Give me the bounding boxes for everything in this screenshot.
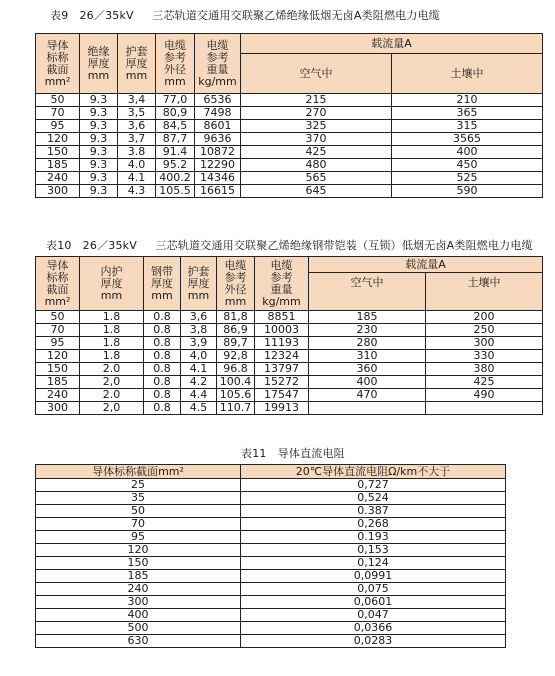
table-cell: 70 [36, 107, 80, 120]
col-ampacity: 载流量A [241, 34, 543, 54]
table-cell: 100.4 [217, 376, 255, 389]
table-cell: 9636 [195, 133, 241, 146]
table-cell: 8601 [195, 120, 241, 133]
table-row [36, 596, 506, 609]
table-cell: 630 [36, 635, 241, 648]
table-cell: 91.4 [156, 146, 195, 159]
table-cell: 17547 [255, 389, 309, 402]
table-cell: 525 [392, 172, 543, 185]
table-cell: 95 [36, 531, 241, 544]
table-cell: 6536 [195, 94, 241, 107]
table-row [36, 376, 543, 389]
table-cell: 150 [36, 363, 80, 376]
col-in-air: 空气中 [241, 54, 392, 94]
table-cell: 480 [241, 159, 392, 172]
table-cell: 3,6 [181, 311, 217, 324]
table-cell: 0.8 [144, 350, 181, 363]
table-cell: 0,524 [241, 492, 506, 505]
table-cell: 2.0 [80, 363, 144, 376]
table-row [36, 570, 506, 583]
table-cell: 9.3 [80, 120, 118, 133]
table-cell: 0,047 [241, 609, 506, 622]
table10 [35, 256, 543, 415]
table-cell: 11193 [255, 337, 309, 350]
table-cell: 3,6 [118, 120, 156, 133]
table-cell: 0.387 [241, 505, 506, 518]
table-row [36, 311, 543, 324]
table-row [36, 350, 543, 363]
table-cell: 400 [36, 609, 241, 622]
table-cell: 240 [36, 172, 80, 185]
table-cell: 0,075 [241, 583, 506, 596]
table-cell: 0,0366 [241, 622, 506, 635]
table-cell: 50 [36, 505, 241, 518]
table-cell: 50 [36, 311, 80, 324]
table-cell: 280 [309, 337, 426, 350]
table-cell: 8851 [255, 311, 309, 324]
table-cell: 2.0 [80, 389, 144, 402]
table-cell: 425 [426, 376, 543, 389]
col-inner-sheath-thickness: 内护 厚度 mm [80, 257, 144, 311]
table-row [36, 107, 543, 120]
table-cell: 0.8 [144, 402, 181, 415]
table-cell: 120 [36, 350, 80, 363]
table-cell: 3,7 [118, 133, 156, 146]
col-cable-weight: 电缆 参考 重量 kg/mm [255, 257, 309, 311]
table-row [36, 402, 543, 415]
table-row [36, 505, 506, 518]
table-cell: 150 [36, 557, 241, 570]
table-row [36, 518, 506, 531]
table-cell: 0.193 [241, 531, 506, 544]
table-cell: 96.8 [217, 363, 255, 376]
table-cell: 4.4 [181, 389, 217, 402]
table-cell: 185 [36, 159, 80, 172]
table-cell: 590 [392, 185, 543, 198]
table-cell: 1.8 [80, 324, 144, 337]
table-cell: 120 [36, 133, 80, 146]
table-cell: 0,268 [241, 518, 506, 531]
table-cell: 87,7 [156, 133, 195, 146]
table-cell: 84,5 [156, 120, 195, 133]
table-row [36, 557, 506, 570]
table-cell: 9.3 [80, 107, 118, 120]
table-cell: 0,153 [241, 544, 506, 557]
table10-caption: 表10 26／35kV 三芯轨道交通用交联聚乙烯绝缘钢带铠装（互锁）低烟无卤A类阻燃电力电缆 [46, 239, 533, 252]
table-cell: 500 [36, 622, 241, 635]
table-cell: 14346 [195, 172, 241, 185]
table-cell: 4.3 [118, 185, 156, 198]
table-row [36, 172, 543, 185]
table-cell: 4.1 [181, 363, 217, 376]
table-row [36, 492, 506, 505]
table-row [36, 133, 543, 146]
table-cell: 210 [392, 94, 543, 107]
table-cell: 3,9 [181, 337, 217, 350]
table-cell: 240 [36, 389, 80, 402]
table-cell: 1.8 [80, 350, 144, 363]
table-cell: 270 [241, 107, 392, 120]
table-cell: 400 [309, 376, 426, 389]
table-cell: 185 [309, 311, 426, 324]
table-cell: 12324 [255, 350, 309, 363]
table-cell: 1.8 [80, 337, 144, 350]
col-sheath-thickness: 护套 厚度 mm [181, 257, 217, 311]
table-cell: 35 [36, 492, 241, 505]
table-cell: 9.3 [80, 133, 118, 146]
table-cell: 4.0 [118, 159, 156, 172]
table-cell: 300 [36, 596, 241, 609]
table-cell: 50 [36, 94, 80, 107]
table-cell: 89,7 [217, 337, 255, 350]
table-cell: 230 [309, 324, 426, 337]
table-cell: 365 [392, 107, 543, 120]
table-cell: 370 [241, 133, 392, 146]
table-cell: 86,9 [217, 324, 255, 337]
table-cell: 0.8 [144, 389, 181, 402]
table-cell: 310 [309, 350, 426, 363]
table11-caption: 表11 导体直流电阻 [241, 447, 345, 460]
col-conductor-section: 导体 标称 截面 mm² [36, 34, 80, 94]
table-cell: 0,0283 [241, 635, 506, 648]
table-cell: 0.8 [144, 324, 181, 337]
table-cell: 360 [309, 363, 426, 376]
table-cell: 70 [36, 324, 80, 337]
table-cell: 120 [36, 544, 241, 557]
table-cell: 0.8 [144, 311, 181, 324]
table-cell: 150 [36, 146, 80, 159]
table-cell: 19913 [255, 402, 309, 415]
table11 [35, 464, 506, 648]
table-cell: 0,0601 [241, 596, 506, 609]
table-cell: 330 [426, 350, 543, 363]
table-cell: 95.2 [156, 159, 195, 172]
table-cell: 16615 [195, 185, 241, 198]
col-ampacity: 载流量A [309, 257, 543, 273]
table-cell: 425 [241, 146, 392, 159]
table-cell: 300 [36, 402, 80, 415]
col-cable-diameter: 电缆 参考 外径 mm [217, 257, 255, 311]
table-row [36, 94, 543, 107]
table-cell: 12290 [195, 159, 241, 172]
table-cell: 25 [36, 479, 241, 492]
table-cell: 4.2 [181, 376, 217, 389]
table-cell: 470 [309, 389, 426, 402]
table-cell: 4.5 [181, 402, 217, 415]
table-row [36, 479, 506, 492]
col-cable-weight: 电缆 参考 重量 kg/mm [195, 34, 241, 94]
table-cell: 185 [36, 376, 80, 389]
table-cell: 13797 [255, 363, 309, 376]
table-cell: 95 [36, 120, 80, 133]
table-cell: 3,4 [118, 94, 156, 107]
table-cell: 400.2 [156, 172, 195, 185]
table-row [36, 363, 543, 376]
col-conductor-section: 导体标称截面mm² [36, 465, 241, 479]
col-in-soil: 土壤中 [426, 273, 543, 311]
table-cell: 200 [426, 311, 543, 324]
table-cell: 3.8 [118, 146, 156, 159]
table-row [36, 531, 506, 544]
table-row [36, 622, 506, 635]
table-row [36, 609, 506, 622]
table-cell: 0.8 [144, 337, 181, 350]
table-cell: 565 [241, 172, 392, 185]
col-cable-diameter: 电缆 参考 外径 mm [156, 34, 195, 94]
col-sheath-thickness: 护套 厚度 mm [118, 34, 156, 94]
table-cell: 9.3 [80, 159, 118, 172]
table-cell: 77,0 [156, 94, 195, 107]
table-cell: 9.3 [80, 94, 118, 107]
table-cell: 9.3 [80, 172, 118, 185]
table-cell: 15272 [255, 376, 309, 389]
table-cell: 4.1 [118, 172, 156, 185]
table-cell: 240 [36, 583, 241, 596]
table-cell: 2,0 [80, 402, 144, 415]
table-cell: 10003 [255, 324, 309, 337]
table-cell: 3,5 [118, 107, 156, 120]
table-row [36, 159, 543, 172]
table-cell: 70 [36, 518, 241, 531]
col-dc-resistance: 20℃导体直流电阻Ω/km不大于 [241, 465, 506, 479]
table-row [36, 120, 543, 133]
table-cell: 1.8 [80, 311, 144, 324]
col-steel-tape-thickness: 钢带 厚度 mm [144, 257, 181, 311]
table-cell: 105.5 [156, 185, 195, 198]
table-row [36, 389, 543, 402]
table-row [36, 583, 506, 596]
table-cell: 3,8 [181, 324, 217, 337]
col-in-soil: 土壤中 [392, 54, 543, 94]
table-cell: 10872 [195, 146, 241, 159]
table-cell: 0,124 [241, 557, 506, 570]
table-row [36, 544, 506, 557]
table9-caption: 表9 26／35kV 三芯轨道交通用交联聚乙烯绝缘低烟无卤A类阻燃电力电缆 [50, 9, 440, 22]
table-cell: 315 [392, 120, 543, 133]
table-cell: 7498 [195, 107, 241, 120]
table-cell: 95 [36, 337, 80, 350]
table-cell: 80,9 [156, 107, 195, 120]
table-cell: 250 [426, 324, 543, 337]
table-cell: 9.3 [80, 146, 118, 159]
table-cell: 325 [241, 120, 392, 133]
table-row [36, 337, 543, 350]
table-cell: 300 [426, 337, 543, 350]
table-cell: 380 [426, 363, 543, 376]
table-row [36, 635, 506, 648]
table9 [35, 33, 543, 198]
table-cell: 0.8 [144, 363, 181, 376]
table-cell: 105.6 [217, 389, 255, 402]
col-conductor-section: 导体 标称 截面 mm² [36, 257, 80, 311]
table-cell: 0,0991 [241, 570, 506, 583]
table-cell: 3565 [392, 133, 543, 146]
table-cell: 300 [36, 185, 80, 198]
table-cell: 4,0 [181, 350, 217, 363]
table-cell: 2,0 [80, 376, 144, 389]
table-cell: 0.8 [144, 376, 181, 389]
table-cell: 215 [241, 94, 392, 107]
table-cell: 110.7 [217, 402, 255, 415]
table-row [36, 324, 543, 337]
table-cell [426, 402, 543, 415]
table-cell: 645 [241, 185, 392, 198]
table-row [36, 146, 543, 159]
table-cell: 81,8 [217, 311, 255, 324]
table-cell: 9.3 [80, 185, 118, 198]
table-cell: 490 [426, 389, 543, 402]
table-row [36, 185, 543, 198]
table-cell: 185 [36, 570, 241, 583]
col-in-air: 空气中 [309, 273, 426, 311]
table-cell: 0,727 [241, 479, 506, 492]
col-insulation-thickness: 绝缘 厚度 mm [80, 34, 118, 94]
table-cell: 400 [392, 146, 543, 159]
table-cell: 450 [392, 159, 543, 172]
table-cell: 92,8 [217, 350, 255, 363]
table-cell [309, 402, 426, 415]
